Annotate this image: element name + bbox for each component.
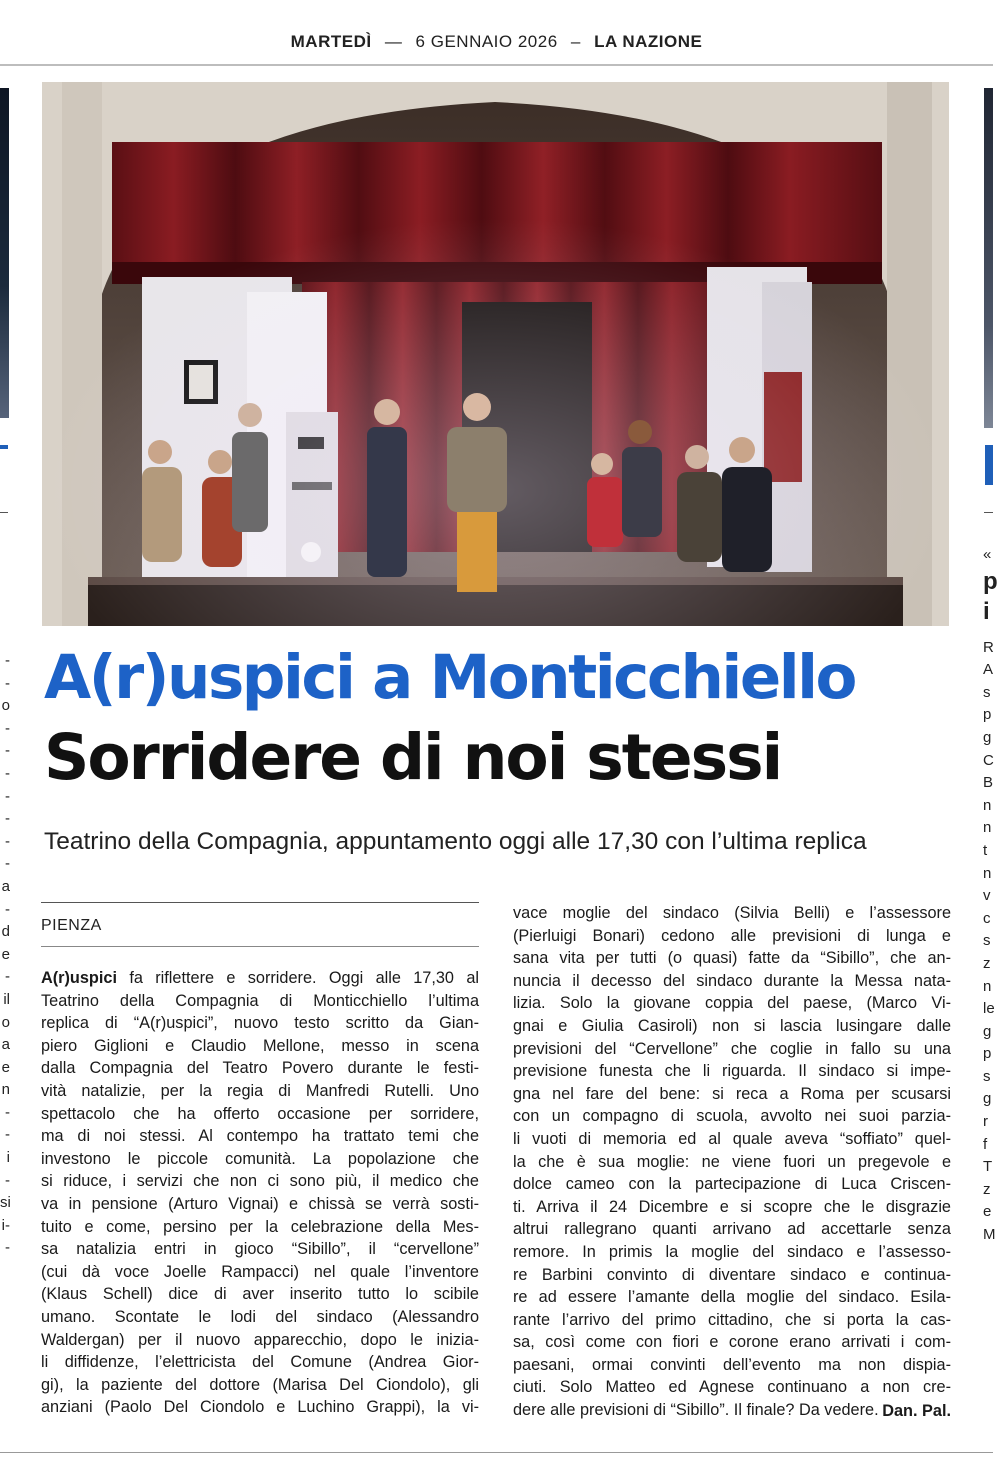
article-text-span: fa riflettere e sorridere. Oggi alle 17,30 al [117,969,479,987]
article-text-line: (cui dà voce Joelle Rampacci) nel quale l’inventore [41,1262,479,1281]
adjacent-text-fragment: - [5,652,10,669]
adjacent-text-fragment: - [5,674,10,692]
article-column-2 [513,902,951,1422]
article-text-line: ti. Arriva il 24 Dicembre e si scopre che le disgrazie [513,1197,951,1216]
right-adjacent-headline-letter: i [983,597,990,625]
adjacent-text-fragment: g [983,728,992,746]
adjacent-text-fragment: c [983,909,991,927]
article-column-1 [41,967,479,1419]
adjacent-text-fragment: f [983,1135,988,1153]
adjacent-text-fragment: t [983,841,988,859]
right-adjacent-headline-letter: p [983,567,998,595]
article-title: Sorridere di noi stessi [44,721,782,794]
article-text-line: rante l’arrivo del primo cittadino, che si porta la cas- [513,1310,951,1329]
article-signature: Dan. Pal. [882,1402,951,1420]
article-text-line: lizia. Solo la giovane coppia del paese, (Marco Vi- [513,994,951,1013]
article-text-line: investono le piccole comunità. La popolazione che [41,1149,479,1168]
article-text-line: remore. In primis la moglie del sindaco e l’assesso- [513,1242,951,1261]
adjacent-text-fragment: v [983,887,991,905]
right-adjacent-title-mark [985,445,993,485]
adjacent-text-fragment: n [1,1081,10,1099]
right-adjacent-text [983,544,998,1247]
adjacent-text-fragment: - [5,810,10,828]
adjacent-text-fragment: o [1,697,10,715]
dateline: PIENZA [41,917,102,934]
adjacent-text-fragment: - [5,832,10,850]
adjacent-text-fragment: R [983,638,994,656]
adjacent-text-fragment: - [5,1126,10,1144]
right-adjacent-quote: « [983,546,992,563]
adjacent-text-fragment: r [983,1113,988,1131]
lead-word: A(r)uspici [41,969,117,987]
adjacent-text-fragment: g [983,1090,992,1108]
article-text-line: gna nel fare del bene: si reca a Roma per scusarsi [513,1084,951,1103]
article-text-line: li diffidenze, l’elettricista del Comune (Andrea Gior- [41,1353,479,1372]
article-text-line: spettacolo che ha offerto occasione per sorridere, [41,1104,479,1123]
adjacent-text-fragment: n [983,796,992,814]
article-text-line: (Pierluigi Bonari) cedono alle previsioni di lunga e [513,926,951,945]
header-paper-name: LA NAZIONE [594,32,703,51]
article-text-line: sana vita per tutti (o quasi) fatte da “Sibillo”, che an- [513,949,951,968]
article-text-line: li vuoti di memoria ed al quale aveva “soffiato” quel- [513,1129,951,1148]
article-photo [42,82,949,626]
article-text-line: re Barbini convinto di diventare sindaco e continua- [513,1265,951,1284]
article-text-line [41,967,479,990]
article-text-line: dolce cameo con la partecipazione di Luca Criscen- [513,1175,951,1194]
article-kicker: A(r)uspici a Monticchiello [44,642,855,713]
article-text-line: sa natalizia entri in gioco “Sibillo”, il “cervellone” [41,1240,479,1259]
article-text-line: previsioni del “Cervellone” che coglie in fallo su una [513,1039,951,1058]
article-text-line: nuncia il decesso del sindaco durante la Messa nata- [513,971,951,990]
left-adjacent-photo [0,88,9,418]
article-text-line: previsione funesta che li riguarda. Il sindaco si impe- [513,1062,951,1081]
article-text-line: gi), la paziente del dottore (Marisa Del Ciondolo), gli [41,1375,479,1394]
article-text-line: paesani, ormai convinti dell’evento ma non dispia- [513,1355,951,1374]
column-rule [41,902,479,903]
page-bottom-rule [0,1452,993,1453]
article-subtitle: Teatrino della Compagnia, appuntamento oggi alle 17,30 con l’ultima replica [44,828,867,855]
adjacent-text-fragment: p [983,706,992,724]
article-text-line: sa, così come con fiori e corone erano arrivati i com- [513,1333,951,1352]
adjacent-text-fragment: n [983,864,992,882]
article-text-line: dalla Compagnia del Teatro Povero durante le festi- [41,1059,479,1078]
adjacent-text-fragment: s [983,932,991,950]
adjacent-text-fragment: M [983,1226,996,1244]
adjacent-text-fragment: B [983,774,994,792]
adjacent-text-fragment: - [5,787,10,805]
left-adjacent-divider [0,512,8,513]
article-text-line: re ad essere l’amante della moglie del sindaco. Esila- [513,1288,951,1307]
adjacent-text-fragment: z [983,954,991,972]
adjacent-text-fragment: i [6,1149,10,1167]
adjacent-text-fragment: e [1,1058,10,1076]
article-text-line: replica di “A(r)uspici”, nuovo testo scritto da Gian- [41,1014,479,1033]
article-text-line: altrui rallegrano quanti arrivano ad accettarle senza [513,1220,951,1239]
article-text-line: tuito e come, persino per la celebrazione della Mes- [41,1217,479,1236]
adjacent-text-fragment: - [5,1239,10,1257]
adjacent-text-fragment: - [5,1171,10,1189]
adjacent-text-fragment: A [983,661,994,679]
adjacent-text-fragment: - [5,764,10,782]
stage-illustration [42,82,949,626]
article-text-line: con un compagno di scuola, avvolto nei suoi parzia- [513,1107,951,1126]
article-text-line: la che è sua moglie: ne viene fuori un pregevole e [513,1152,951,1171]
header-dash: – [570,32,581,51]
adjacent-text-fragment: s [983,1067,991,1085]
article-text-line: vità natalizie, per la regia di Manfredi Rutelli. Uno [41,1081,479,1100]
adjacent-text-fragment: e [983,1203,992,1221]
adjacent-text-fragment: - [5,855,10,873]
adjacent-text-fragment: g [983,1022,992,1040]
article-text-line: anziani (Paolo Del Ciondolo e Luchino Grappi), la vi- [41,1398,479,1417]
article-text-line: umano. Scontate le lodi del sindaco (Alessandro [41,1307,479,1326]
article-text-line: va in pensione (Arturo Vignai) e chissà se verrà sosti- [41,1194,479,1213]
adjacent-text-fragment: il [3,990,10,1008]
article-text-line: (Klaus Schell) dice di aver inserito tutto lo scibile [41,1285,479,1304]
adjacent-text-fragment: - [5,1103,10,1121]
right-adjacent-photo [984,88,993,428]
adjacent-text-fragment: d [1,923,10,941]
adjacent-text-fragment: si [0,1194,11,1212]
adjacent-text-fragment: n [983,977,992,995]
adjacent-text-fragment: p [983,1045,992,1063]
adjacent-text-fragment: i- [1,1216,10,1234]
adjacent-text-fragment: le [983,1000,995,1018]
adjacent-text-fragment: e [1,945,10,963]
header-day: MARTEDÌ [290,32,372,51]
page-header [0,0,993,66]
article-text-line: Waldergan) per il nuovo apparecchio, dopo le inizia- [41,1330,479,1349]
article-text-line: Teatrino della Compagnia di Monticchiello l’ultima [41,991,479,1010]
adjacent-text-fragment: T [983,1158,993,1176]
adjacent-text-fragment: - [5,742,10,760]
adjacent-text-fragment: a [1,877,10,895]
adjacent-text-fragment: - [5,968,10,986]
article-text-line: ma di noi stessi. Al contempo ha trattato temi che [41,1127,479,1146]
adjacent-text-fragment: - [5,719,10,737]
adjacent-text-fragment: - [5,900,10,918]
adjacent-text-fragment: o [1,1013,10,1031]
article-text-line: piero Giglioni e Claudio Mellone, messo in scena [41,1036,479,1055]
article-text-line: ciuti. Solo Matteo ed Agnese continuano a non cre- [513,1378,951,1397]
dateline-rule [41,946,479,947]
header-dash: — [384,32,403,51]
article-text-line: gnai e Giulia Casiroli) non si lascia lusingare dalle [513,1016,951,1035]
adjacent-text-fragment: C [983,751,994,769]
adjacent-text-fragment: s [983,683,991,701]
adjacent-text-fragment: n [983,819,992,837]
article-text-line: dere alle previsioni di “Sibillo”. Il finale? Da vedere. [513,1401,879,1420]
article-text-line: si riduce, i servizi che non ci sono più, il medico che [41,1172,479,1191]
left-adjacent-title-rule [0,445,8,449]
left-adjacent-text [0,650,10,1260]
article-text-line: vace moglie del sindaco (Silvia Belli) e l’assessore [513,904,951,922]
adjacent-text-fragment: a [1,1036,10,1054]
adjacent-text-fragment: z [983,1180,991,1198]
header-date: 6 GENNAIO 2026 [415,32,558,51]
right-adjacent-divider [984,512,993,513]
